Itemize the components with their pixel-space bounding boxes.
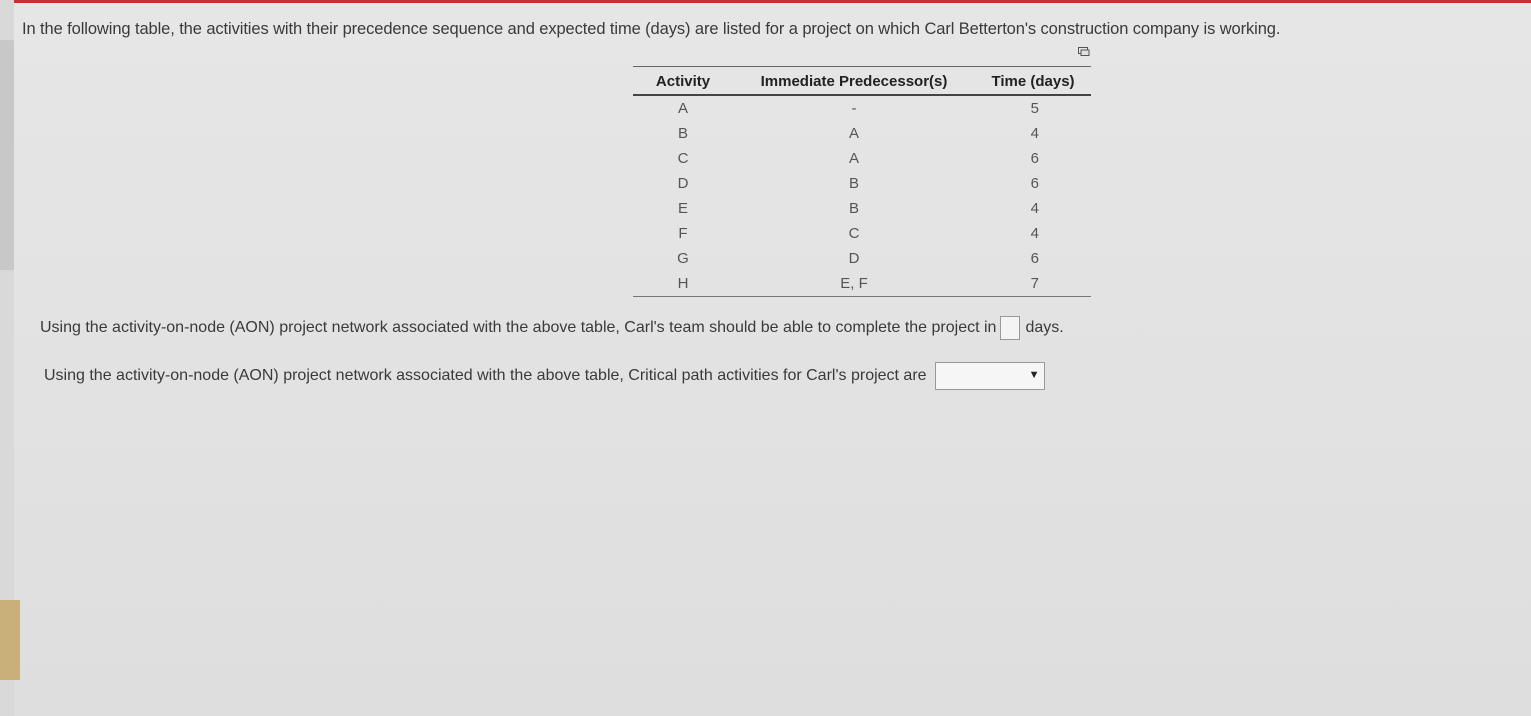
cell-time: 6 (1030, 150, 1039, 167)
cell-predecessors: E, F (733, 271, 975, 297)
cell-activity: E (677, 200, 688, 217)
table-row (633, 221, 1091, 246)
cell-activity: G (677, 250, 689, 267)
table-row (633, 121, 1091, 146)
copy-icon[interactable] (1078, 47, 1090, 56)
cell-time: 6 (1030, 250, 1039, 267)
table-row (633, 171, 1091, 196)
chevron-down-icon: ▼ (1028, 369, 1040, 381)
cell-predecessors: C (848, 225, 860, 242)
cell-activity: A (677, 100, 688, 117)
header-predecessors: Immediate Predecessor(s) (733, 67, 975, 96)
table-body (633, 95, 1091, 297)
cell-time: 5 (1030, 100, 1039, 117)
days-unit-label: days. (1025, 319, 1064, 336)
cell-activity: F (678, 225, 688, 242)
question-completion-time (40, 316, 1064, 340)
intro-text: In the following table, the activities with their precedence sequence and expected time (days) are listed for a project on which Carl Betterton's construction company is working. (22, 20, 1281, 38)
cell-predecessors: A (848, 150, 859, 167)
table-row (633, 271, 1091, 297)
cell-activity: H (633, 271, 733, 297)
top-accent-bar (0, 0, 1531, 3)
completion-days-input[interactable] (1000, 316, 1020, 340)
question-critical-path (44, 362, 1045, 390)
table-row (633, 196, 1091, 221)
cell-time: 7 (975, 271, 1091, 297)
left-window-edge (0, 0, 14, 716)
cell-activity: B (677, 125, 688, 142)
table-row (633, 95, 1091, 121)
header-activity: Activity (633, 67, 733, 96)
activity-table (633, 66, 1091, 297)
table-row (633, 146, 1091, 171)
table-header-row (633, 67, 1091, 96)
cell-time: 4 (1030, 125, 1039, 142)
cell-time: 6 (1030, 175, 1039, 192)
cell-predecessors: B (848, 175, 859, 192)
cell-predecessors: B (848, 200, 859, 217)
cell-activity: C (677, 150, 689, 167)
cell-predecessors: D (848, 250, 860, 267)
cell-time: 4 (1030, 225, 1039, 242)
critical-path-dropdown[interactable] (935, 362, 1045, 390)
header-time: Time (days) (975, 67, 1091, 96)
cell-activity: D (677, 175, 689, 192)
question-critical-path-text: Using the activity-on-node (AON) project network associated with the above table, Critical path activities for Carl's project are (44, 367, 927, 384)
cell-time: 4 (1030, 200, 1039, 217)
table-row (633, 246, 1091, 271)
question-completion-text: Using the activity-on-node (AON) project network associated with the above table, Carl's team should be able to complete the project in (40, 319, 997, 336)
cell-predecessors: A (848, 125, 859, 142)
cell-predecessors: - (851, 100, 857, 117)
